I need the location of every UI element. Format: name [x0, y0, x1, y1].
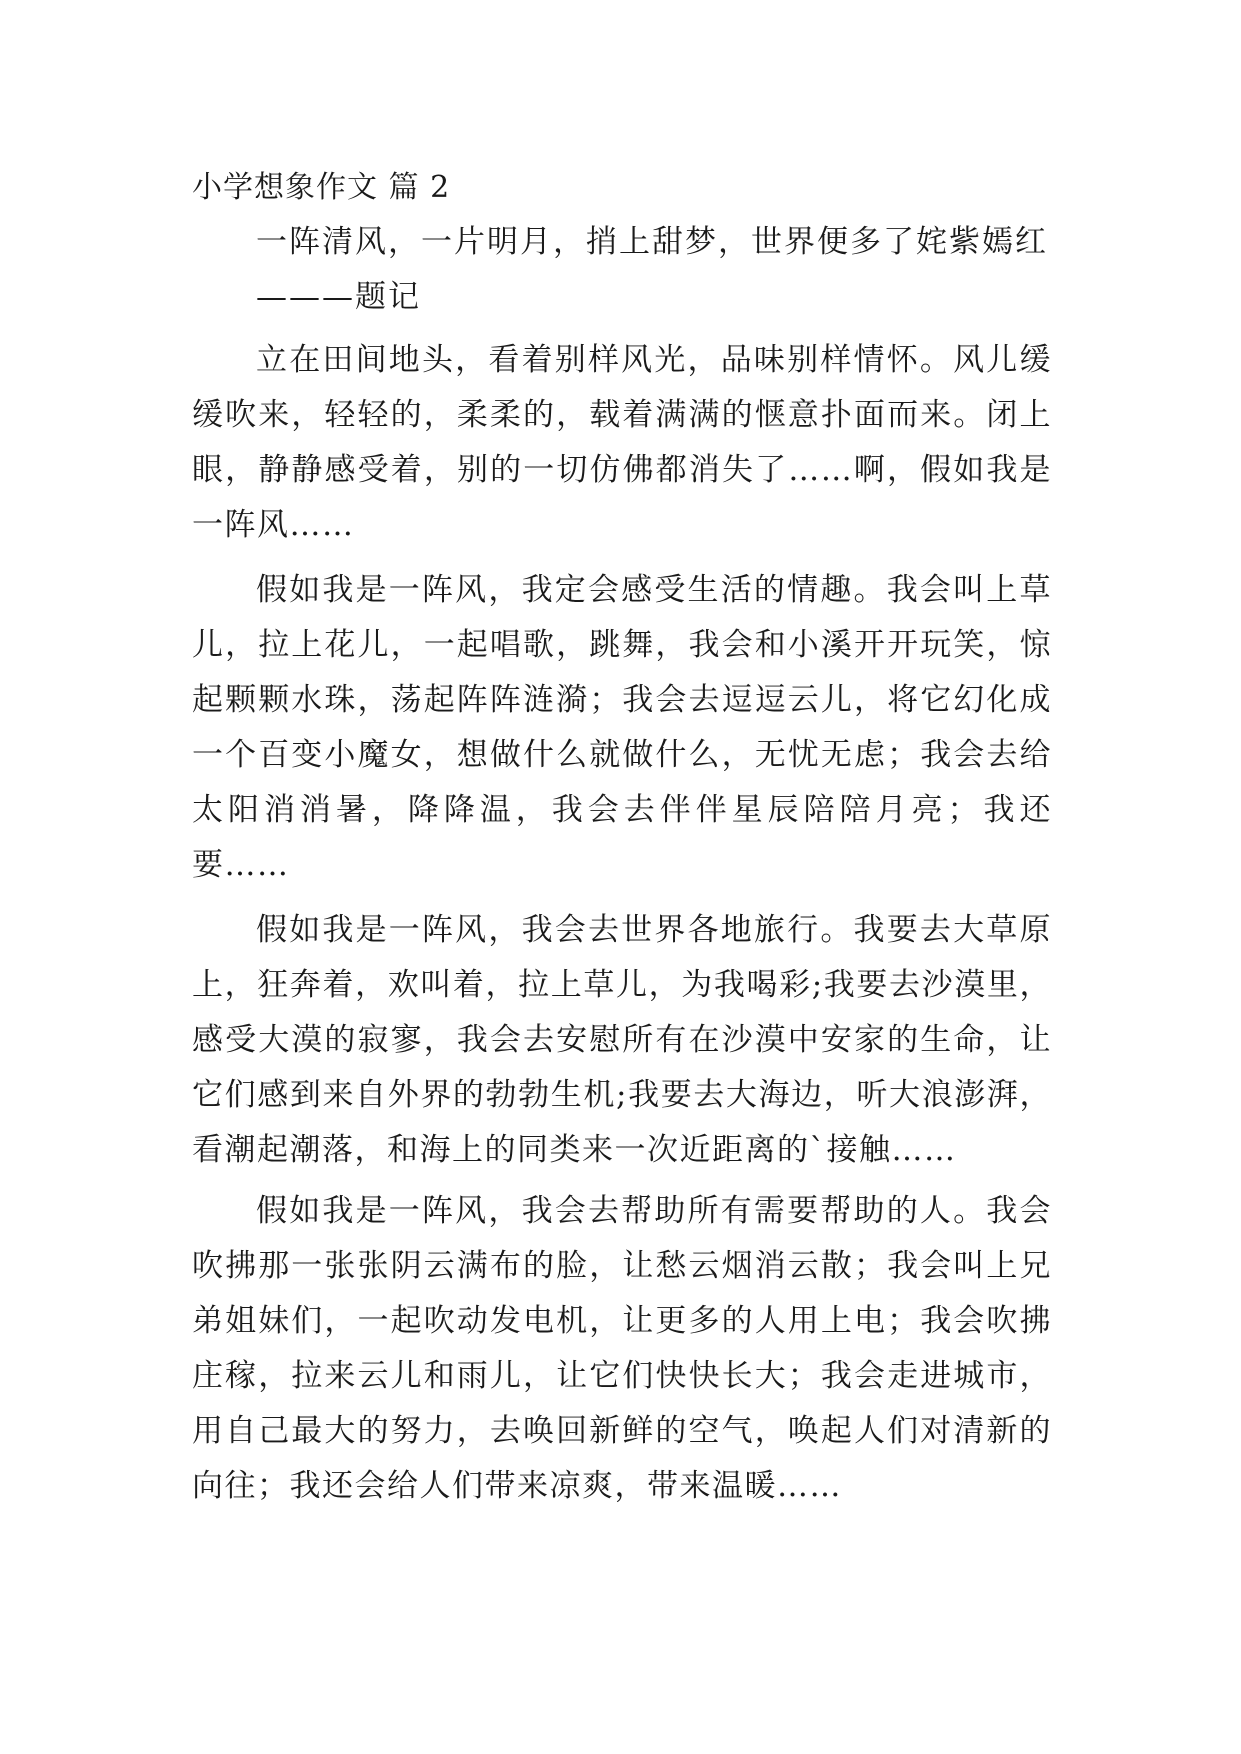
paragraph: 假如我是一阵风，我定会感受生活的情趣。我会叫上草儿，拉上花儿，一起唱歌，跳舞，我会和小溪开开玩笑，惊起颗颗水珠，荡起阵阵涟漪；我会去逗逗云儿，将它幻化成一个百变小魔女，想做什么就做什么，无忧无虑；我会去给太阳消消暑，降降温，我会去伴伴星辰陪陪月亮；我还要…… — [192, 572, 1052, 883]
epigraph: 一阵清风，一片明月，捎上甜梦，世界便多了姹紫嫣红 — [256, 224, 1048, 260]
document-body — [192, 160, 1052, 1514]
paragraph: 假如我是一阵风，我会去帮助所有需要帮助的人。我会吹拂那一张张阴云满布的脸，让愁云烟消云散；我会叫上兄弟姐妹们，一起吹动发电机，让更多的人用上电；我会吹拂庄稼，拉来云儿和雨儿，让它们快快长大；我会走进城市，用自己最大的努力，去唤回新鲜的空气，唤起人们对清新的向往；我还会给人们带来凉爽，带来温暖…… — [192, 1193, 1052, 1504]
document-title: 小学想象作文 篇 2 — [192, 170, 451, 205]
epigraph-attribution: ———题记 — [256, 279, 421, 315]
paragraph: 立在田间地头，看着别样风光，品味别样情怀。风儿缓缓吹来，轻轻的，柔柔的，载着满满的惬意扑面而来。闭上眼，静静感受着，别的一切仿佛都消失了……啊，假如我是一阵风…… — [192, 342, 1052, 543]
paragraph: 假如我是一阵风，我会去世界各地旅行。我要去大草原上，狂奔着，欢叫着，拉上草儿，为我喝彩;我要去沙漠里，感受大漠的寂寥，我会去安慰所有在沙漠中安家的生命，让它们感到来自外界的勃勃生机;我要去大海边，听大浪澎湃，看潮起潮落，和海上的同类来一次近距离的`接触…… — [192, 912, 1052, 1168]
